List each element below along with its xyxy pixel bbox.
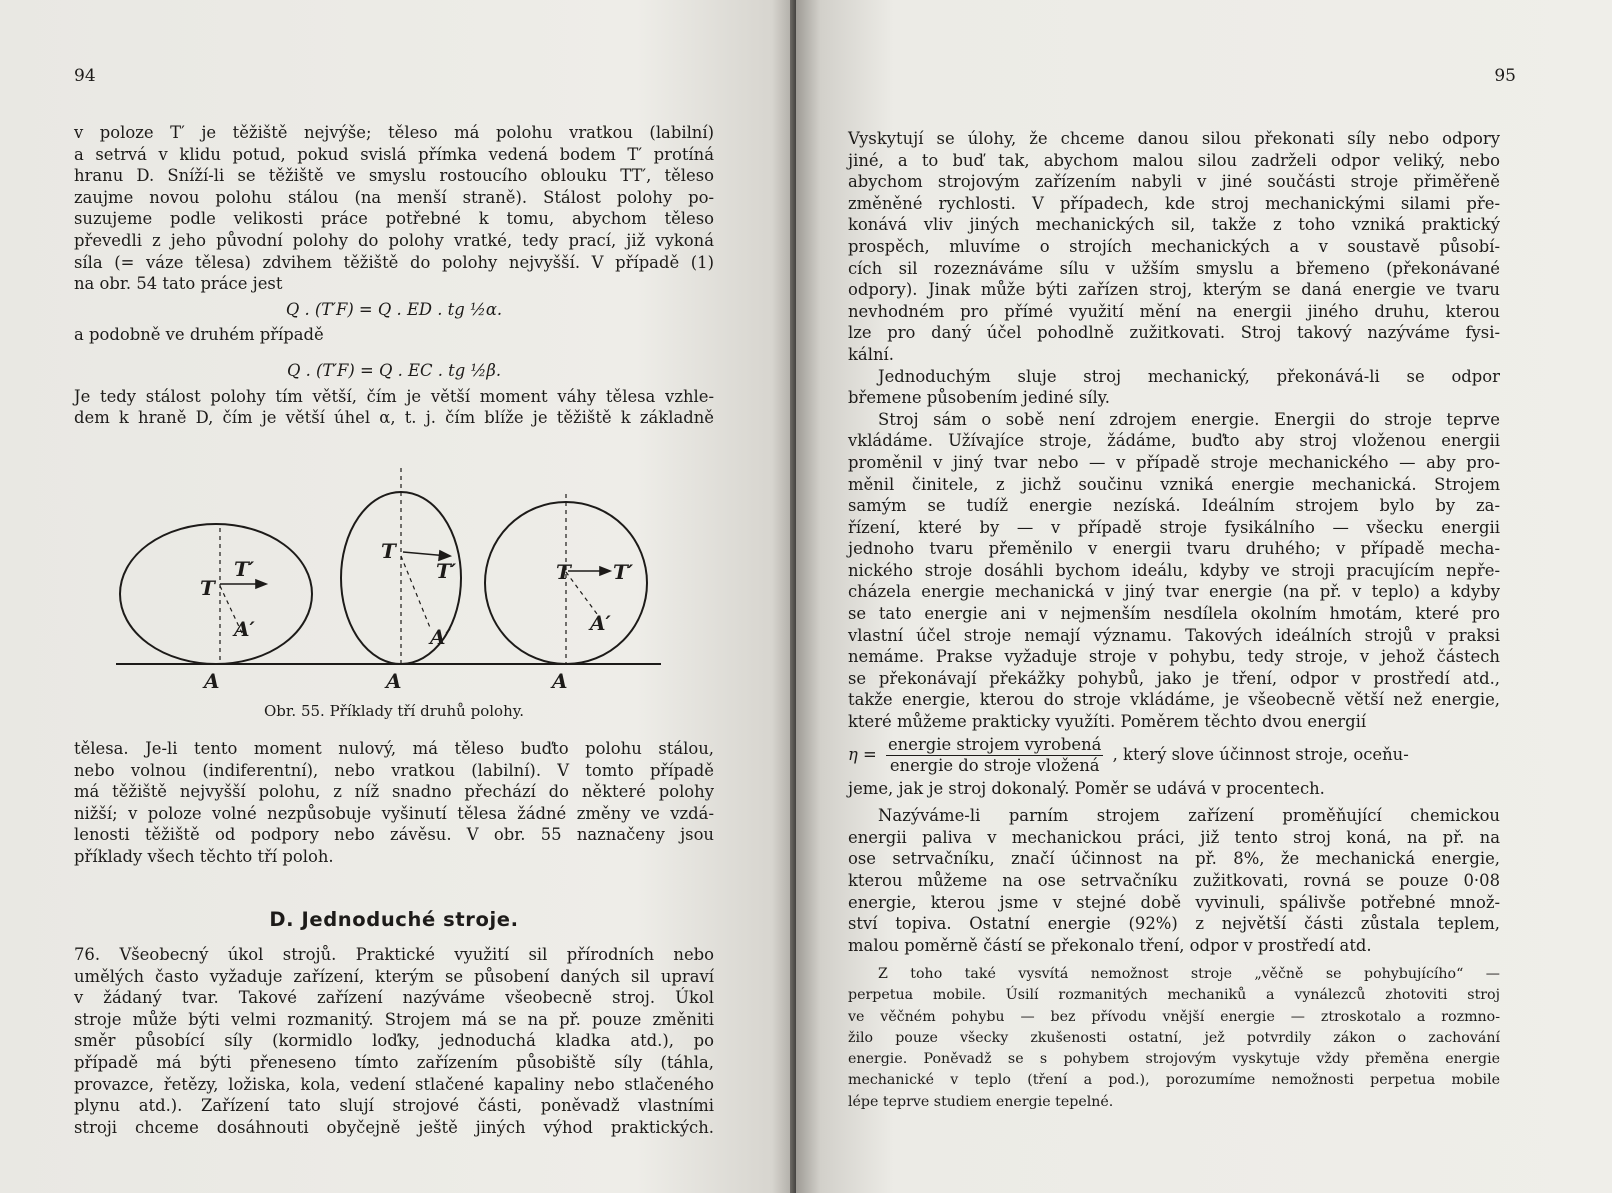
text-line: se tato energie ani v nejmenším nesdílela okolním hmotám, které pro [848,604,1500,624]
text-line: Jednoduchým sluje stroj mechanický, překonává-li se odpor [878,366,1500,386]
text-line: suzujeme podle velikosti práce potřebné k tomu, abychom těleso [74,209,714,229]
label-Aprime-1: A′ [234,617,255,641]
label-Aprime-2: A′ [430,625,451,649]
arrow-head-3 [600,567,610,575]
text-line: jeme, jak je stroj dokonalý. Poměr se udává v procentech. [848,778,1325,798]
text-line: abychom strojovým zařízením nabyli v jiné součásti stroje přiměřeně [848,172,1500,192]
label-T-2: T [381,539,396,563]
arrow-head-1 [256,580,266,588]
text-line: a podobně ve druhém případě [74,325,324,345]
label-T-1: T [200,576,215,600]
text-line: odpory). Jinak může býti zařízen stroj, kterým se daná energie ve tvaru [848,280,1500,300]
text-line: síla (= váze tělesa) zdvihem těžiště do polohy nejvyšší. V případě (1) [74,252,714,272]
label-Tprime-2: T′ [436,559,457,583]
text-line: nižší; v poloze volné nezpůsobuje vyšinutí tělesa žádné změny ve vzdá- [74,803,714,823]
text-line: zaujme novou polohu stálou (na menší straně). Stálost polohy po- [74,187,714,207]
diag-dash-2 [401,556,431,630]
text-line: Z toho také vysvítá nemožnost stroje „věčně se pohybujícího“ — [878,966,1500,982]
label-Aprime-3: A′ [590,611,611,635]
efficiency-formula [848,735,1500,776]
text-line: konává vliv jiných mechanických sil, takže z toho vzniká praktický [848,215,1500,235]
text-line: vkládáme. Užívajíce stroje, žádáme, buďto aby stroj vloženou energii [848,431,1500,451]
right-page [796,0,1612,1193]
text-line: kální. [848,344,894,364]
eta-denominator: energie do stroje vložená [889,755,1100,775]
eta-symbol: η = [848,744,877,764]
formula-1: Q . (T′F) = Q . ED . tg ½α. [285,299,503,319]
text-line: má těžiště nejvyšší polohu, z níž snadno přechází do některé polohy [74,782,714,802]
text-line: lépe teprve studiem energie tepelné. [848,1093,1114,1110]
text-line: stroji chceme dosáhnouti obyčejně ještě jiných výhod praktických. [74,1117,714,1137]
text-line: Stroj sám o sobě není zdrojem energie. Energii do stroje teprve [878,409,1500,429]
text-line: případě má býti přeneseno tímto zařízením působiště síly (táhla, [74,1052,714,1072]
right-para-1 [848,128,1500,956]
text-line: proměnil v jiný tvar nebo — v případě stroje mechanického — aby pro- [848,452,1500,472]
label-Tprime-1: T′ [234,557,255,581]
text-line: plynu atd.). Zařízení tato slují strojové části, poněvadž vlastními [74,1096,714,1116]
text-line: měnil činitele, z jichž součinu vzniká energie mechanická. Strojem [848,474,1500,494]
left-para-4 [74,738,714,868]
text-line: takže energie, kterou do stroje vkládáme, je všeobecně větší než energie, [848,690,1500,710]
text-line: Je tedy stálost polohy tím větší, čím je větší moment váhy tělesa vzhle- [74,386,714,406]
label-A-3: A [552,669,568,693]
text-line: na obr. 54 tato práce jest [74,274,283,294]
eta-numerator: energie strojem vyrobená [887,734,1102,754]
text-line: žilo pouze všecky zkušenosti ostatní, jež potvrdily zákon o zachování [848,1029,1500,1046]
text-line: mechanické v teplo (tření a pod.), porozumíme nemožnosti perpetua mobile [848,1072,1500,1089]
text-line: vlastní účel stroje nemají významu. Takových ideálních strojů v praksi [848,625,1500,645]
text-line: umělých často vyžaduje zařízení, kterým se působení daných sil upraví [74,966,714,986]
text-line: cházela energie mechanická v jiný tvar energie (na př. v teplo) a kdyby [848,582,1500,602]
figure-55 [116,468,676,698]
left-para-1 [74,122,714,429]
text-line: ství topiva. Ostatní energie (92%) z největší části zůstala teplem, [848,914,1500,934]
text-line: se překonávají překážky pohybů, jako je tření, odpor v prostředí atd., [848,668,1500,688]
text-line: samým se tudíž energie nezíská. Ideálním strojem bylo by za- [848,496,1500,516]
text-line: cích sil rozeznáváme sílu v užším smyslu a břemeno (překonávané [848,258,1500,278]
text-line: převedli z jeho původní polohy do polohy vratké, tedy prací, již vykoná [74,230,714,250]
text-line: ose setrvačníku, značí účinnost na př. 8%, že mechanická energie, [848,849,1500,869]
text-line: řízení, které by — v případě stroje fysikálního — všecku energii [848,517,1500,537]
page-number-left: 94 [74,66,96,86]
text-line: Vyskytují se úlohy, že chceme danou silou překonati síly nebo odpory [848,129,1500,148]
text-line: energii paliva v mechanickou práci, již tento stroj koná, na př. na [848,827,1500,847]
text-line: v poloze T′ je těžiště nejvýše; těleso má polohu vratkou (labilní) [74,123,714,142]
text-line: jiné, a to buď tak, abychom malou silou zadrželi odpor veliký, nebo [848,150,1500,170]
text-line: stroje může býti velmi rozmanitý. Strojem má se na př. pouze změniti [74,1009,714,1029]
text-line: které můžeme prakticky využíti. Poměrem těchto dvou energií [848,712,1367,732]
text-line: lenosti těžiště od podpory nebo závěsu. V obr. 55 naznačeny jsou [74,825,714,845]
text-line: příklady všech těchto tří poloh. [74,846,334,866]
text-line: tělesa. Je-li tento moment nulový, má těleso buďto polohu stálou, [74,739,714,758]
formula-2: Q . (T′F) = Q . EC . tg ½β. [286,360,502,380]
left-page [0,0,796,1193]
eta-fraction [886,735,1103,776]
text-line: a setrvá v klidu potud, pokud svislá přímka vedená bodem T′ protíná [74,144,714,164]
text-line: jednoho tvaru přeměnilo v energii tvaru druhého; v případě mecha- [848,539,1500,559]
left-para-5 [74,944,714,1138]
text-line: Nazýváme-li parním strojem zařízení proměňující chemickou [878,806,1500,826]
right-para-5 [848,964,1500,1113]
page-number-right: 95 [1494,66,1516,86]
section-heading: D. Jednoduché stroje. [269,908,519,931]
text-line: provazce, řetězy, ložiska, kola, vedení stlačené kapaliny nebo stlačeného [74,1074,714,1094]
text-line: břemene působením jediné síly. [848,388,1110,408]
ellipse-stable [120,524,312,664]
text-line: nevhodném pro přímé využití mění na energii jiného druhu, kterou [848,301,1500,321]
text-line: energie. Poněvadž se s pohybem strojovým vyskytuje vždy přeměna energie [848,1051,1500,1068]
text-line: nemáme. Prakse vyžaduje stroje v pohybu, tedy stroje, v jehož částech [848,647,1500,667]
text-line: směr působící síly (kormidlo loďky, jednoduchá kladka atd.), po [74,1031,714,1051]
figure-caption: Obr. 55. Příklady tří druhů polohy. [264,702,524,720]
eta-after: , který slove účinnost stroje, oceňu- [1112,744,1409,764]
text-line: dem k hraně D, čím je větší úhel α, t. j. čím blíže je těžiště k základně [74,408,714,428]
text-line: kterou můžeme na ose setrvačníku zužitkovati, rovná se pouze 0·08 [848,871,1500,890]
text-line: ve věčném pohybu — bez přívodu vnější energie — ztroskotalo a rozmno- [848,1008,1500,1025]
text-line: hranu D. Sníží-li se těžiště ve smyslu rostoucího oblouku TT′, těleso [74,166,714,186]
text-line: lze pro daný účel pohodlně zužitkovati. Stroj takový nazýváme fysi- [848,323,1500,343]
text-line: změněné rychlosti. V případech, kde stroj mechanickými silami pře- [848,193,1500,213]
text-line: energie, kterou jsme v stejné době vyvinuli, spálivše potřebné množ- [848,892,1500,912]
text-line: v žádaný tvar. Takové zařízení nazýváme všeobecně stroj. Úkol [74,988,714,1008]
text-line: nického stroje dosáhli bychom ideálu, kdyby ve stroji pracujícím nepře- [848,560,1500,580]
text-line: perpetua mobile. Úsilí rozmanitých mechaniků a vynálezců zhotoviti stroj [848,987,1500,1004]
text-line: 76. Všeobecný úkol strojů. Praktické využití sil přírodních nebo [74,945,714,964]
text-line: malou poměrně částí se překonalo tření, odpor v prostředí atd. [848,935,1372,955]
text-line: nebo volnou (indiferentní), nebo vratkou (labilní). V tomto případě [74,760,714,780]
text-line: prospěch, mluvíme o strojích mechanických a v soustavě působí- [848,236,1500,256]
label-A-2: A [386,669,402,693]
label-Tprime-3: T′ [613,560,634,584]
label-T-3: T [556,560,571,584]
label-A-1: A [204,669,220,693]
